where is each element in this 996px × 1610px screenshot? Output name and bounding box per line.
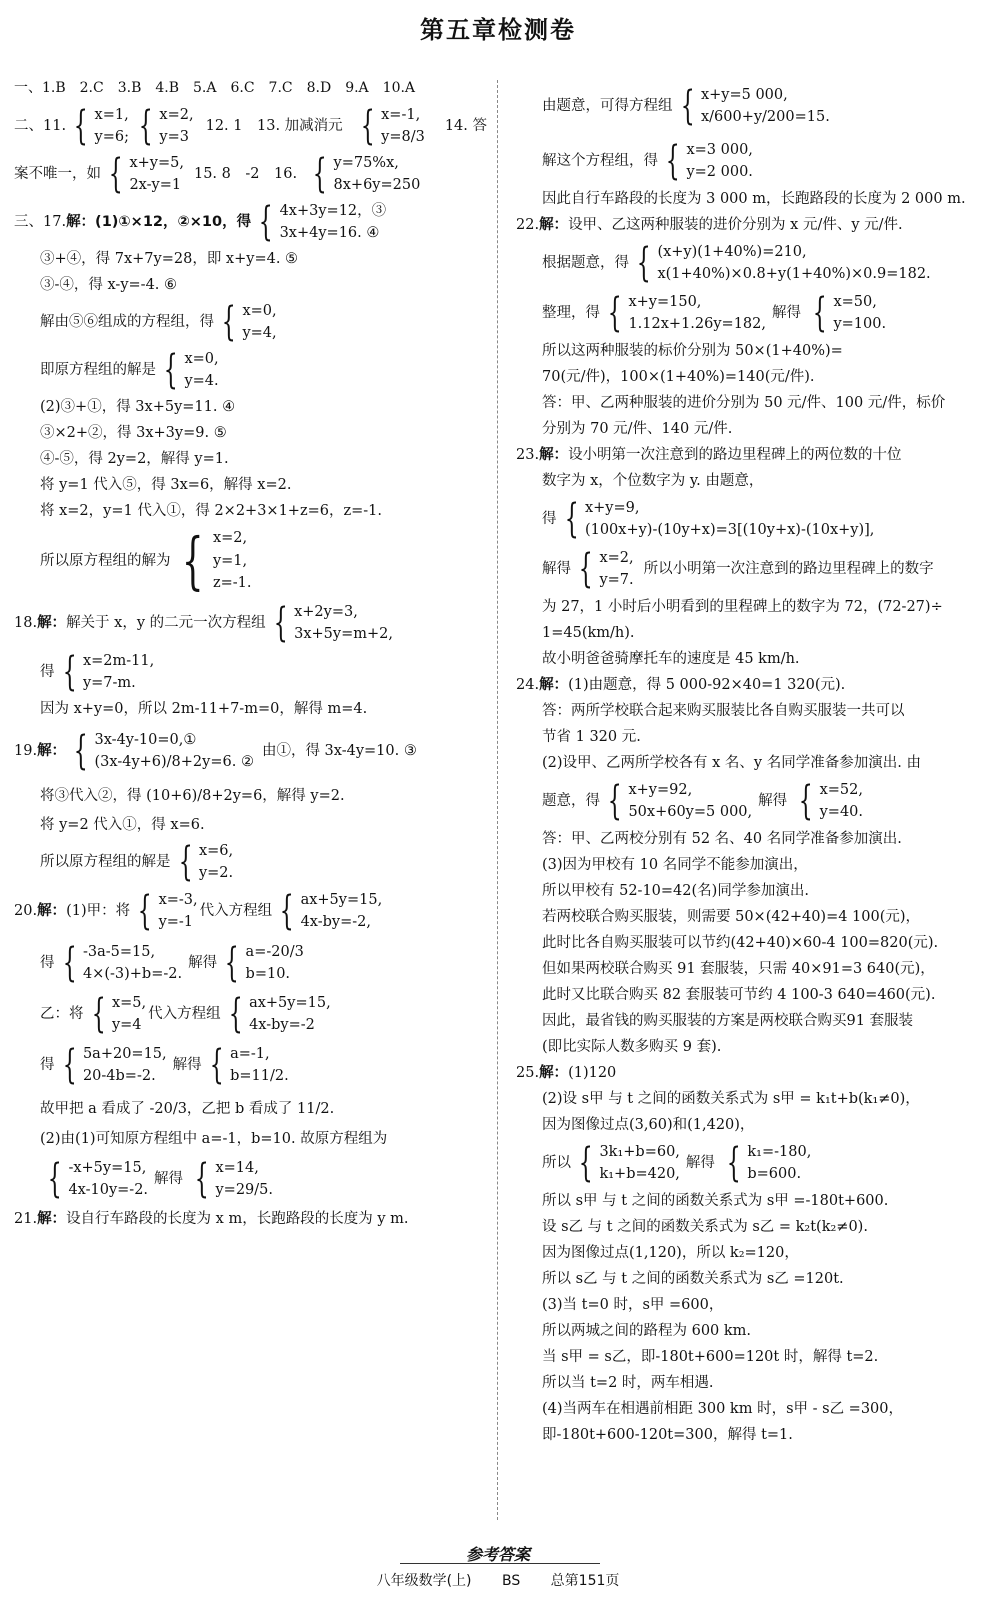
answer-line: 19. 解： { 3x-4y-10=0,① (3x-4y+6)/8+2y=6. ② 由①，得 3x-4y=10. ③ [14,728,417,774]
answer-line: 二、11. { x=1, y=6; { x=2, y=3 12. 1 13. 加减消元 { x=-1, y=8/3 14. 答 [14,103,487,149]
answer-line: 数字为 x，个位数字为 y. 由题意， [542,472,764,489]
equation-system: { -3a-5=15, 4×(-3)+b=-2. [62,940,183,986]
answer-line: 22. 解： 设甲、乙这两种服装的进价分别为 x 元/件、y 元/件. [516,216,903,233]
answer-line: (4)当两车在相遇前相距 300 km 时，s甲 - s乙 =300， [542,1400,904,1417]
answer-line: (3)因为甲校有 10 名同学不能参加演出， [542,856,808,873]
equation-system: { x=52, y=40. [798,778,864,824]
answer-line: 所以两城之间的路程为 600 km. [542,1322,752,1339]
equation-system: { x=3 000, y=2 000. [665,138,753,184]
equation-system: { 4x+3y=12，③ 3x+4y=16. ④ [258,199,387,245]
answer-line: ③×2+②，得 3x+3y=9. ⑤ [40,424,227,441]
equation-system: { x+2y=3, 3x+5y=m+2, [273,600,393,646]
footer-edition: BS [501,1573,521,1589]
equation-system: { (x+y)(1+40%)=210, x(1+40%)×0.8+y(1+40%)×0.9=182. [636,240,931,286]
answer-line: 为 27，1 小时后小明看到的里程碑上的数字为 72，(72-27)÷ [542,598,943,615]
answer-line: 整理，得 { x+y=150, 1.12x+1.26y=182, 解得 { x=50, y=100. [542,290,887,336]
answer-line: { -x+5y=15, 4x-10y=-2. 解得 { x=14, y=29/5. [14,1152,488,1206]
equation-system: { x=0, y=4, [221,299,277,345]
answer-line: 但如果两校联合购买 91 套服装，只需 40×91=3 640(元)， [542,960,935,977]
page-title: 第五章检测卷 [420,16,576,44]
equation-system: { x=50, y=100. [812,290,887,336]
equation-system: { ax+5y=15, 4x-by=-2, [279,888,383,934]
answer-line: 一、1.B 2.C 3.B 4.B 5.A 6.C 7.C 8.D 9.A 10.A [14,80,416,97]
equation-system: { x=-1, y=8/3 [360,103,425,149]
answer-line: 将③代入②，得 (10+6)/8+2y=6，解得 y=2. [40,787,345,804]
answer-line: 21. 解： 设自行车路段的长度为 x m，长跑路段的长度为 y m. [14,1210,409,1227]
answer-line: 即原方程组的解是 { x=0, y=4. [40,347,219,393]
equation-system: { x+y=92, 50x+60y=5 000, [607,778,753,824]
answer-line: (即比实际人数多购买 9 套). [542,1038,722,1055]
answer-line: 解由⑤⑥组成的方程组，得 { x=0, y=4, [40,299,277,345]
equation-system: { -x+5y=15, 4x-10y=-2. [47,1156,149,1202]
answer-line: 答：两所学校联合起来购买服装比各自购买服装一共可以 [542,702,905,719]
answer-line: 分别为 70 元/件、140 元/件. [542,420,733,437]
equation-system: { x=14, y=29/5. [194,1156,273,1202]
answer-line: 所以 s乙 与 t 之间的函数关系式为 s乙 =120t. [542,1270,844,1287]
answer-line: ④-⑤，得 2y=2，解得 y=1. [40,450,229,467]
equation-system: { a=-20/3 b=10. [224,940,304,986]
answer-line: 得 { x=2m-11, y=7-m. [40,649,155,695]
answer-line: 解得 { x=2, y=7. 所以小明第一次注意到的路边里程碑上的数字 [542,546,934,592]
equation-system: { x+y=9, (100x+y)-(10y+x)=3[(10y+x)-(10x+y)], [564,496,875,542]
answer-line: 此时又比联合购买 82 套服装可节约 4 100-3 640=460(元). [542,986,936,1003]
answer-line: 当 s甲 = s乙，即-180t+600=120t 时，解得 t=2. [542,1348,879,1365]
answer-line: 因为图像过点(1,120)，所以 k₂=120， [542,1244,799,1261]
answer-line: 因为图像过点(3,60)和(1,420)， [542,1116,755,1133]
footer-info [0,1570,996,1590]
equation-system: { x=6, y=2. [178,839,234,885]
answer-line: (2)设甲、乙两所学校各有 x 名、y 名同学准备参加演出. 由 [542,754,921,771]
answer-line: 因此自行车路段的长度为 3 000 m，长跑路段的长度为 2 000 m. [542,190,966,207]
answer-line: 乙：将 { x=5, y=4 代入方程组 { ax+5y=15, 4x-by=-2 [40,991,331,1037]
equation-system: { y=75%x, 8x+6y=250 [312,151,421,197]
column-divider [497,80,498,1520]
answer-line: 所以这两种服装的标价分别为 50×(1+40%)= [542,342,843,359]
answer-line: 所以原方程组的解是 { x=6, y=2. [40,839,234,885]
answer-line: ③-④，得 x-y=-4. ⑥ [40,276,178,293]
equation-system: { k₁=-180, b=600. [726,1140,812,1186]
answer-line: (3)当 t=0 时，s甲 =600， [542,1296,724,1313]
answer-line: 因此，最省钱的购买服装的方案是两校联合购买91 套服装 [542,1012,914,1029]
equation-system: { x=0, y=4. [163,347,219,393]
equation-system: { x=-3, y=-1 [137,888,198,934]
answer-line: 根据题意，得 { (x+y)(1+40%)=210, x(1+40%)×0.8+y(1+40%)×0.9=182. [542,240,931,286]
equation-system: { x=2, y=7. [578,546,634,592]
answer-line: ③+④，得 7x+7y=28，即 x+y=4. ⑤ [40,250,299,267]
answer-line: 所以甲校有 52-10=42(名)同学参加演出. [542,882,809,899]
answer-line: 所以 s甲 与 t 之间的函数关系式为 s甲 =-180t+600. [542,1192,889,1209]
equation-system: { x=2, y=3 [138,103,194,149]
footer-grade: 八年级数学(上) [376,1573,472,1589]
right-column [516,76,982,1448]
answer-line: 得 { -3a-5=15, 4×(-3)+b=-2. 解得 { a=-20/3 b=10. [40,940,304,986]
answer-line: 由题意，可得方程组 { x+y=5 000, x/600+y/200=15. [542,83,830,129]
answer-line: (2)设 s甲 与 t 之间的函数关系式为 s甲 = k₁t+b(k₁≠0)， [542,1090,920,1107]
answer-line: 18. 解： 解关于 x，y 的二元一次方程组 { x+2y=3, 3x+5y=m+2, [14,600,393,646]
answer-line: 设 s乙 与 t 之间的函数关系式为 s乙 = k₂t(k₂≠0). [542,1218,868,1235]
answer-line: 因为 x+y=0，所以 2m-11+7-m=0，解得 m=4. [40,700,368,717]
equation-system: { x=2m-11, y=7-m. [62,649,155,695]
answer-line: 答：甲、乙两校分别有 52 名、40 名同学准备参加演出. [542,830,902,847]
answer-line: 题意，得 { x+y=92, 50x+60y=5 000, 解得 { x=52, y=40. [542,778,864,824]
footer-rule [400,1563,600,1564]
footer-label: 参考答案 [465,1545,530,1564]
answer-line: 1=45(km/h). [542,624,635,641]
answer-line: 24. 解： (1)由题意，得 5 000-92×40=1 320(元). [516,676,846,693]
footer-page: 总第151页 [550,1573,620,1589]
equation-system: { x=1, y=6; [73,103,129,149]
answer-line: 所以 { 3k₁+b=60, k₁+b=420, 解得 { k₁=-180, b=600. [542,1140,812,1186]
equation-system: { x+y=5, 2x-y=1 [108,151,184,197]
answer-line: 将 x=2，y=1 代入①，得 2×2+3×1+z=6，z=-1. [40,502,382,519]
answer-line: 20. 解： (1)甲：将 { x=-3, y=-1 代入方程组 { ax+5y=15, 4x-by=-2, [14,888,383,934]
answer-line: (2)由(1)可知原方程组中 a=-1，b=10. 故原方程组为 [40,1130,388,1147]
left-column [14,76,488,1232]
answer-line: 故小明爸爸骑摩托车的速度是 45 km/h. [542,650,800,667]
equation-system: { x=2, y=1, z=-1. [181,524,252,597]
answer-line: 即-180t+600-120t=300，解得 t=1. [542,1426,793,1443]
answer-line: 23. 解： 设小明第一次注意到的路边里程碑上的两位数的十位 [516,446,902,463]
equation-system: { a=-1, b=11/2. [209,1042,289,1088]
answer-line: 所以当 t=2 时，两车相遇. [542,1374,714,1391]
answer-line: (2)③+①，得 3x+5y=11. ④ [40,398,236,415]
answer-line: 将 y=1 代入⑤，得 3x=6，解得 x=2. [40,476,292,493]
answer-line: 此时比各自购买服装可以节约(42+40)×60-4 100=820(元). [542,934,939,951]
equation-system: { 5a+20=15, 20-4b=-2. [62,1042,167,1088]
answer-line: 答：甲、乙两种服装的进价分别为 50 元/件、100 元/件，标价 [542,394,946,411]
answer-line: 所以原方程组的解为 { x=2, y=1, z=-1. [40,524,252,597]
answer-line: 案不唯一，如 { x+y=5, 2x-y=1 15. 8 -2 16. { y=75%x, 8x+6y=250 [14,151,421,197]
answer-line: 得 { x+y=9, (100x+y)-(10y+x)=3[(10y+x)-(10x+y)], [542,496,875,542]
equation-system: { 3x-4y-10=0,① (3x-4y+6)/8+2y=6. ② [73,728,254,774]
equation-system: { x+y=5 000, x/600+y/200=15. [680,83,830,129]
equation-system: { ax+5y=15, 4x-by=-2 [228,991,331,1037]
answer-line: 25. 解： (1)120 [516,1064,617,1081]
answer-line: 将 y=2 代入①，得 x=6. [40,816,205,833]
answer-line: 若两校联合购买服装，则需要 50×(42+40)=4 100(元)， [542,908,921,925]
equation-system: { 3k₁+b=60, k₁+b=420, [578,1140,680,1186]
answer-line: 解这个方程组，得 { x=3 000, y=2 000. [542,138,753,184]
answer-line: 得 { 5a+20=15, 20-4b=-2. 解得 { a=-1, b=11/2. [40,1042,289,1088]
equation-system: { x+y=150, 1.12x+1.26y=182, [607,290,766,336]
equation-system: { x=5, y=4 [91,991,147,1037]
answer-line: 节省 1 320 元. [542,728,641,745]
answer-line: 三、17. 解：(1)①×12，②×10，得 { 4x+3y=12，③ 3x+4y=16. ④ [14,199,387,245]
answer-line: 70(元/件)，100×(1+40%)=140(元/件). [542,368,815,385]
answer-line: 故甲把 a 看成了 -20/3，乙把 b 看成了 11/2. [40,1100,335,1117]
